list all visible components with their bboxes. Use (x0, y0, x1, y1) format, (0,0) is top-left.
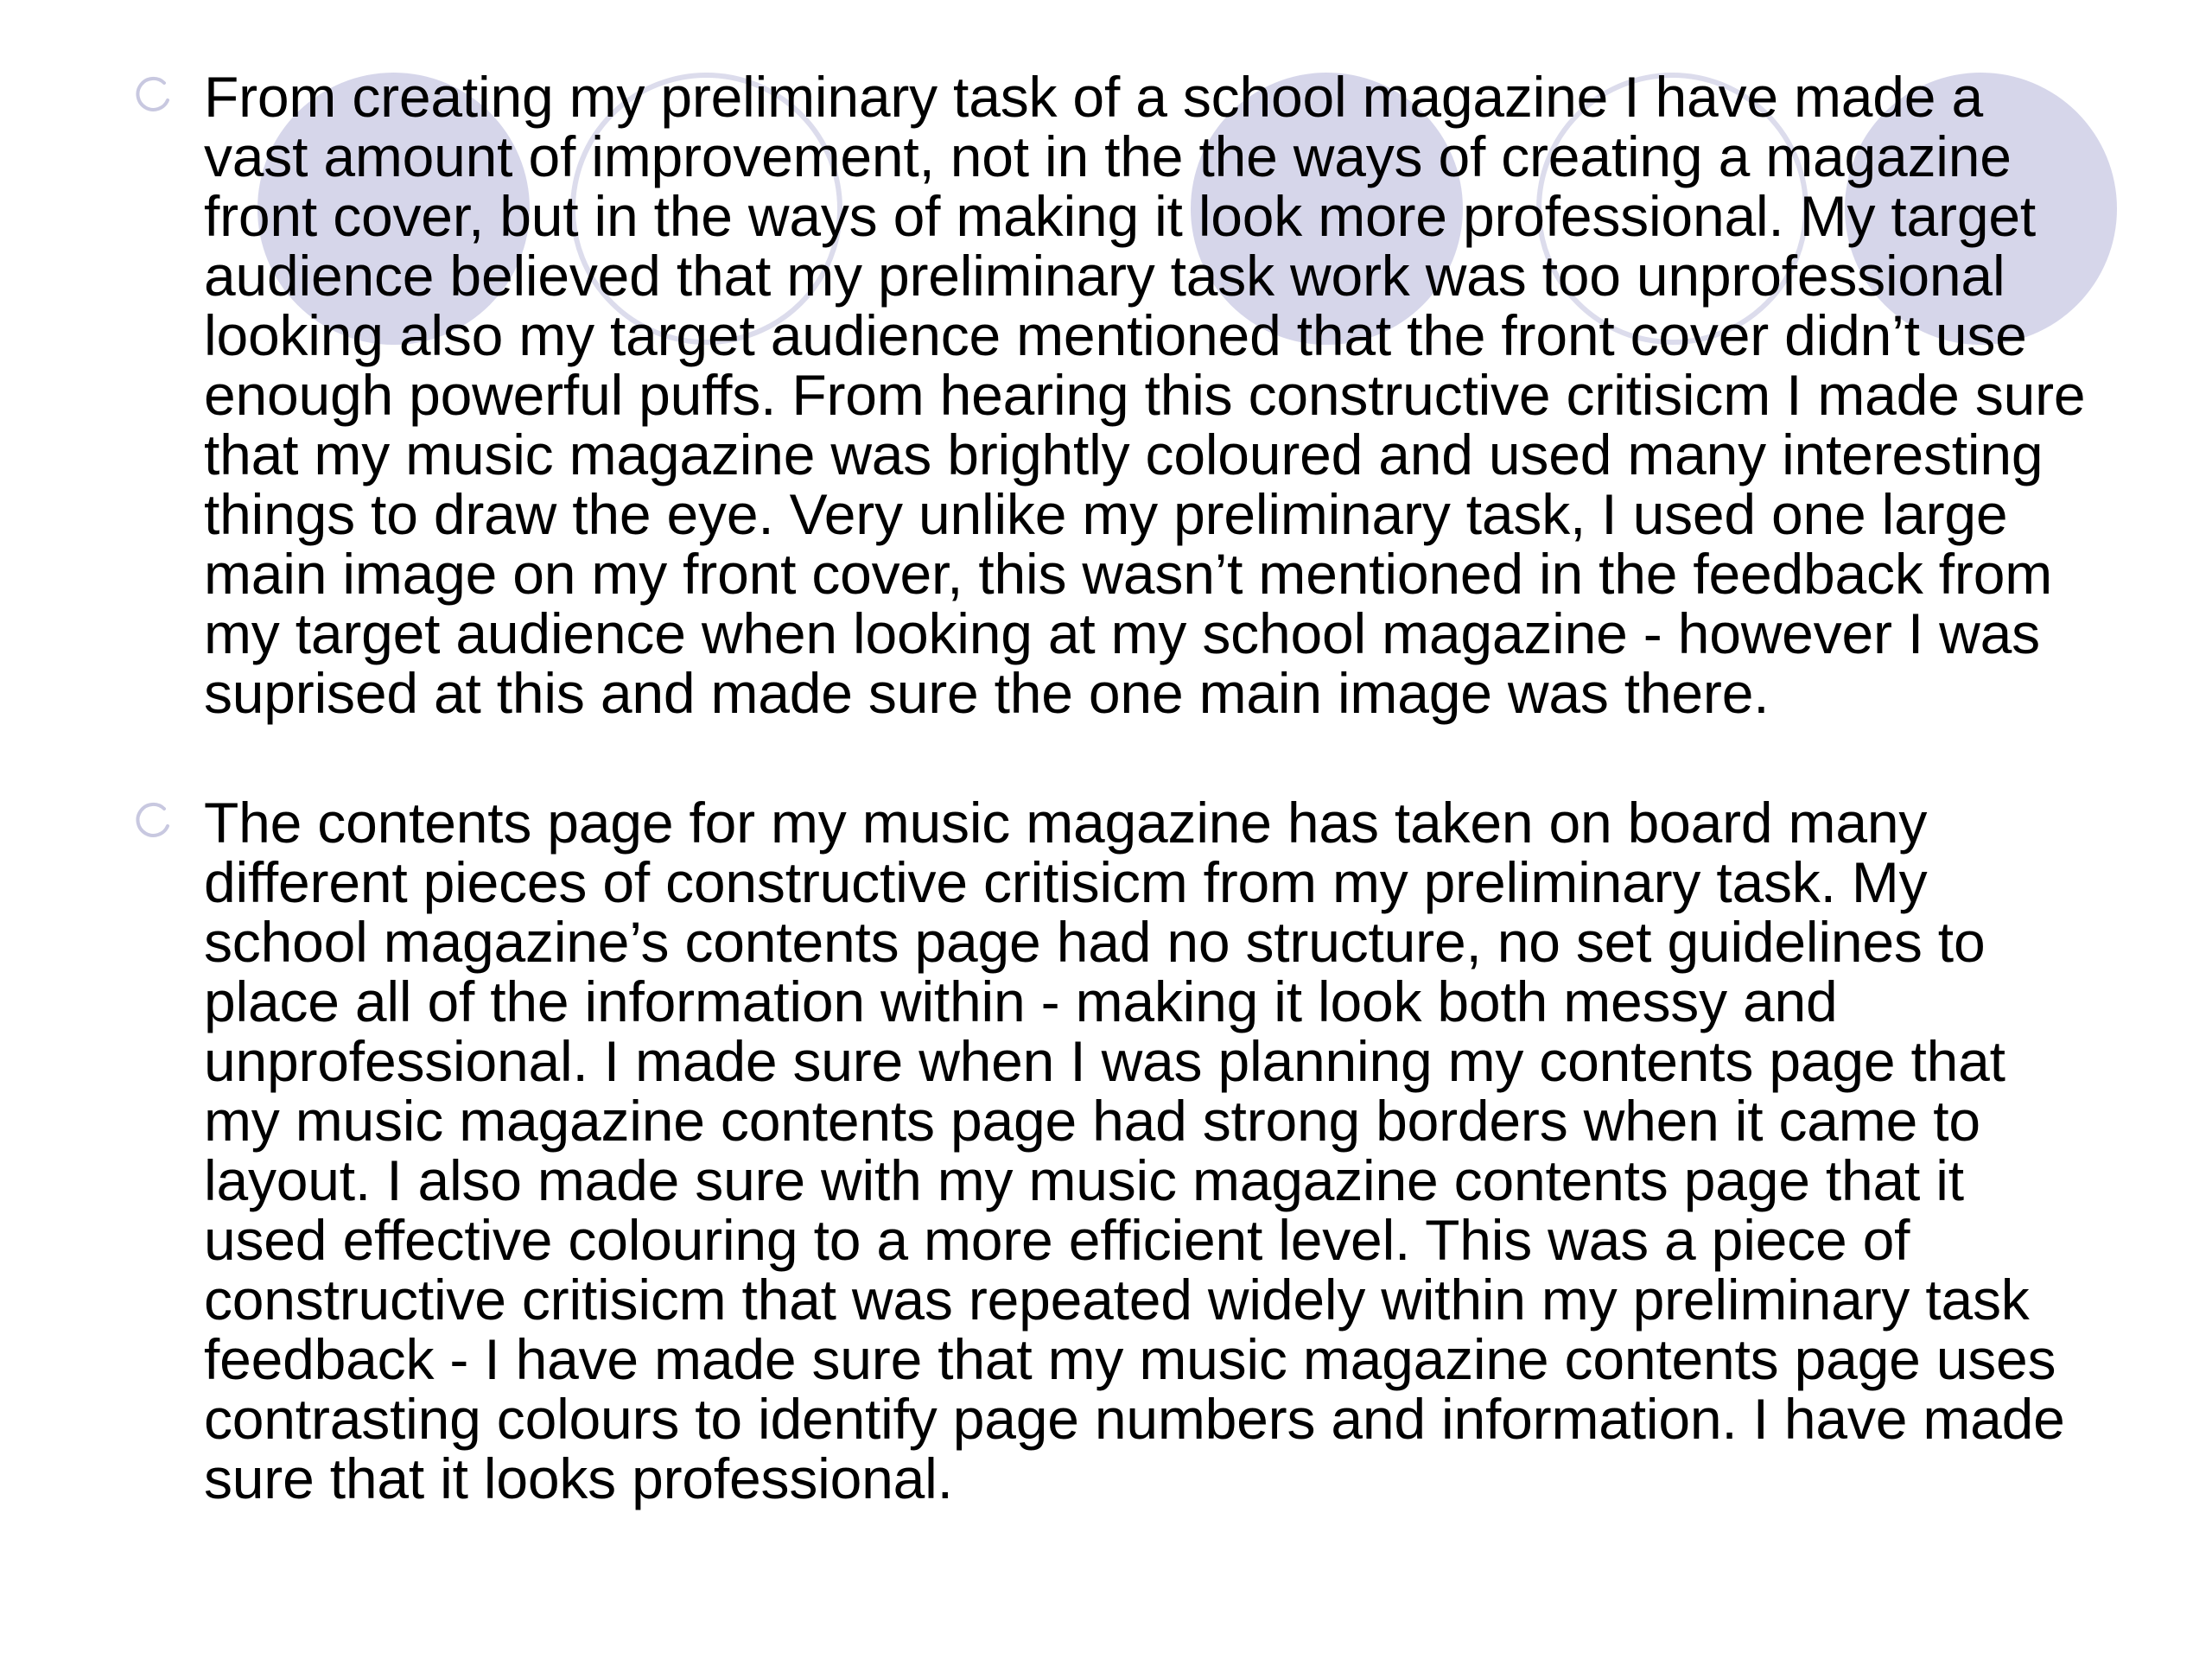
bullet-text-front-cover: From creating my preliminary task of a school magazine I have made a vast amount of improvement, not in the the ways of creating a magazine front cover, but in the ways of making it look more professional. My target audience believed that my preliminary task work was too unprofessional looking also my target audience mentioned that the front cover didn’t use enough powerful puffs. From hearing this constructive critisicm I made sure that my music magazine was brightly coloured and used many interesting things to draw the eye. Very unlike my preliminary task, I used one large main image on my front cover, this wasn’t mentioned in the feedback from my target audience when looking at my school magazine - however I was suprised at this and made sure the one main image was there. (204, 65, 2086, 725)
bullet-text-contents-page: The contents page for my music magazine has taken on board many different pieces of constructive critisicm from my preliminary task. My school magazine’s contents page had no structure, no set guidelines to place all of the information within - making it look both messy and unprofessional. I made sure when I was planning my contents page that my music magazine contents page had strong borders when it came to layout. I also made sure with my music magazine contents page that it used effective colouring to a more efficient level. This was a piece of constructive critisicm that was repeated widely within my preliminary task feedback - I have made sure that my music magazine contents page uses contrasting colours to identify page numbers and information. I have made sure that it looks professional. (204, 791, 2065, 1510)
open-circle-icon (130, 74, 175, 119)
open-circle-icon (130, 800, 175, 845)
